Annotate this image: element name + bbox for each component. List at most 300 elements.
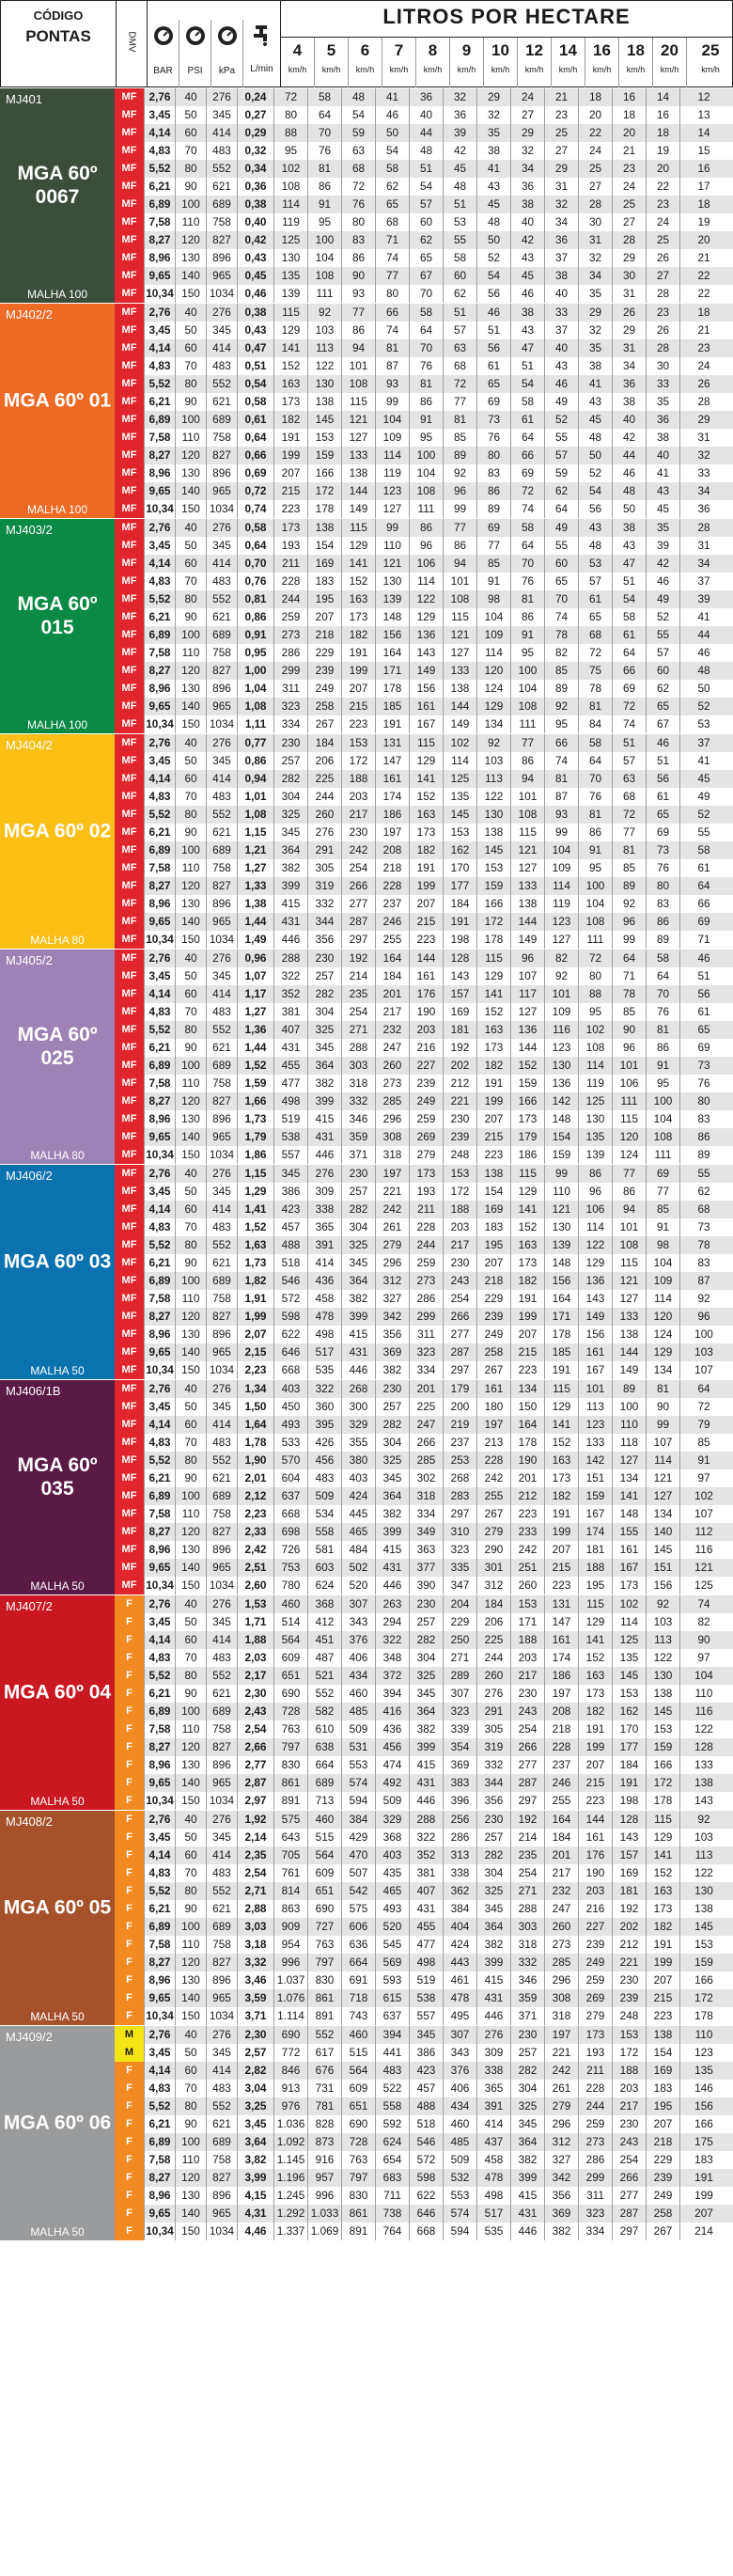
pressure-psi: 80 xyxy=(176,375,207,393)
liters-per-hectare: 426 xyxy=(308,1434,342,1452)
liters-per-hectare: 136 xyxy=(410,626,444,644)
liters-per-hectare: 460 xyxy=(308,1811,342,1829)
liters-per-hectare: 58 xyxy=(613,608,647,626)
liters-per-hectare: 211 xyxy=(579,2062,613,2080)
liters-per-hectare: 345 xyxy=(274,1165,308,1183)
table-row xyxy=(115,1756,733,1774)
liters-per-hectare: 57 xyxy=(545,447,579,464)
liters-per-hectare: 152 xyxy=(579,1649,613,1667)
flow-lmin: 0,43 xyxy=(238,322,274,339)
liters-per-hectare: 913 xyxy=(274,2080,308,2097)
flow-lmin: 2,23 xyxy=(238,1361,274,1379)
pressure-kpa: 896 xyxy=(207,249,238,267)
liters-per-hectare: 91 xyxy=(697,1453,710,1467)
pressure-psi: 60 xyxy=(176,1201,207,1218)
liters-per-hectare: 446 xyxy=(410,1792,444,1810)
liters-per-hectare: 80 xyxy=(647,877,680,895)
liters-per-hectare: 217 xyxy=(613,2097,647,2115)
liters-per-hectare: 38 xyxy=(511,304,545,322)
liters-per-hectare: 153 xyxy=(647,1720,680,1738)
liters-per-hectare: 173 xyxy=(511,1254,545,1272)
liters-per-hectare: 107 xyxy=(647,1434,680,1452)
liters-per-hectare: 286 xyxy=(579,2151,613,2169)
liters-per-hectare: 37 xyxy=(545,249,579,267)
liters-per-hectare: 24 xyxy=(613,178,647,196)
liters-per-hectare: 149 xyxy=(342,500,376,518)
liters-per-hectare: 72 xyxy=(613,806,647,824)
pressure-psi: 140 xyxy=(176,698,207,715)
liters-per-hectare: 538 xyxy=(274,1128,308,1146)
liters-per-hectare: 144 xyxy=(444,698,477,715)
liters-per-hectare: 65 xyxy=(647,698,680,715)
liters-per-hectare: 1.337 xyxy=(274,2223,308,2240)
liters-per-hectare: 498 xyxy=(274,1092,308,1110)
liters-per-hectare: 20 xyxy=(613,124,647,142)
pressure-psi: 100 xyxy=(176,1272,207,1290)
liters-per-hectare: 29 xyxy=(477,88,511,106)
liters-per-hectare: 609 xyxy=(342,2080,376,2097)
liters-per-hectare: 243 xyxy=(511,1703,545,1720)
liters-per-hectare: 431 xyxy=(511,2205,545,2223)
liters-per-hectare: 57 xyxy=(410,196,444,213)
speed-header-10 xyxy=(484,38,518,88)
pressure-kpa: 827 xyxy=(207,231,238,249)
pressure-bar: 6,89 xyxy=(145,2133,176,2151)
liters-per-hectare: 169 xyxy=(308,555,342,573)
liters-per-hectare: 76 xyxy=(647,859,680,877)
liters-per-hectare: 52 xyxy=(545,411,579,429)
liters-per-hectare: 445 xyxy=(342,1505,376,1523)
liters-per-hectare: 349 xyxy=(410,1523,444,1541)
nozzle-label-block xyxy=(0,2026,115,2240)
pressure-psi: 130 xyxy=(176,1541,207,1559)
liters-per-hectare: 141 xyxy=(274,339,308,357)
pressure-kpa: 621 xyxy=(207,2115,238,2133)
pressure-kpa: 827 xyxy=(207,662,238,680)
liters-per-hectare: 70 xyxy=(647,985,680,1003)
liters-per-hectare: 58 xyxy=(308,88,342,106)
liters-per-hectare: 304 xyxy=(342,1218,376,1236)
dmv-badge: F xyxy=(115,1900,145,1918)
liters-per-hectare: 307 xyxy=(342,1595,376,1613)
flow-lmin: 0,43 xyxy=(238,249,274,267)
liters-per-hectare: 743 xyxy=(342,2007,376,2025)
liters-per-hectare: 86 xyxy=(477,482,511,500)
pressure-kpa: 276 xyxy=(207,734,238,752)
liters-per-hectare: 498 xyxy=(410,1954,444,1971)
pressure-bar: 4,83 xyxy=(145,1434,176,1452)
dmv-badge: F xyxy=(115,2205,145,2223)
pressure-psi: 100 xyxy=(176,1918,207,1936)
liters-per-hectare: 369 xyxy=(545,2205,579,2223)
liters-per-hectare: 455 xyxy=(274,1057,308,1075)
flow-lmin: 2,43 xyxy=(238,1703,274,1720)
flow-lmin: 2,54 xyxy=(238,1864,274,1882)
liters-per-hectare: 73 xyxy=(697,1220,710,1233)
pressure-kpa: 414 xyxy=(207,1201,238,1218)
table-row xyxy=(115,877,733,895)
pressure-bar: 2,76 xyxy=(145,2026,176,2044)
pressure-psi: 70 xyxy=(176,1218,207,1236)
pressure-bar: 2,76 xyxy=(145,304,176,322)
flow-lmin: 2,60 xyxy=(238,1577,274,1594)
liters-per-hectare: 24 xyxy=(697,359,710,372)
table-row xyxy=(115,1846,733,1864)
liters-per-hectare: 215 xyxy=(545,1559,579,1577)
liters-per-hectare: 830 xyxy=(342,2187,376,2205)
liters-per-hectare: 217 xyxy=(511,1667,545,1685)
liters-per-hectare: 18 xyxy=(579,88,613,106)
liters-per-hectare: 690 xyxy=(274,2026,308,2044)
liters-per-hectare: 115 xyxy=(342,393,376,411)
faucet-icon xyxy=(252,24,273,46)
pressure-psi: 50 xyxy=(176,967,207,985)
liters-per-hectare: 260 xyxy=(511,1577,545,1594)
liters-per-hectare: 22 xyxy=(647,178,680,196)
liters-per-hectare: 221 xyxy=(444,1092,477,1110)
psi-label: PSI xyxy=(187,66,203,76)
liters-per-hectare: 247 xyxy=(410,1416,444,1434)
pressure-bar: 4,83 xyxy=(145,1649,176,1667)
liters-per-hectare: 690 xyxy=(342,2115,376,2133)
pressure-psi: 90 xyxy=(176,1469,207,1487)
liters-per-hectare: 91 xyxy=(410,411,444,429)
liters-per-hectare: 129 xyxy=(477,698,511,715)
flow-lmin: 3,64 xyxy=(238,2133,274,2151)
flow-lmin: 2,14 xyxy=(238,1829,274,1846)
liters-per-hectare: 230 xyxy=(342,824,376,841)
liters-per-hectare: 138 xyxy=(694,1776,713,1789)
liters-per-hectare: 77 xyxy=(477,537,511,555)
liters-per-hectare: 609 xyxy=(274,1649,308,1667)
flow-lmin: 1,36 xyxy=(238,1021,274,1039)
flow-lmin: 1,08 xyxy=(238,806,274,824)
liters-per-hectare: 261 xyxy=(376,1218,410,1236)
nozzle-label-block xyxy=(0,1595,115,1810)
liters-per-hectare: 458 xyxy=(308,1290,342,1308)
liters-per-hectare: 431 xyxy=(274,913,308,931)
liters-per-hectare: 54 xyxy=(376,142,410,160)
liters-per-hectare: 303 xyxy=(342,1057,376,1075)
liters-per-hectare: 318 xyxy=(410,1487,444,1505)
liters-per-hectare: 64 xyxy=(697,1382,710,1395)
dmv-badge: MF xyxy=(115,626,145,644)
pressure-bar: 3,45 xyxy=(145,322,176,339)
liters-per-hectare: 399 xyxy=(410,1738,444,1756)
table-row xyxy=(115,1541,733,1559)
liters-per-hectare: 184 xyxy=(613,1756,647,1774)
liters-per-hectare: 62 xyxy=(444,285,477,303)
liters-per-hectare: 26 xyxy=(647,249,680,267)
liters-per-hectare: 244 xyxy=(308,788,342,806)
liters-per-hectare: 133 xyxy=(444,662,477,680)
pressure-kpa: 689 xyxy=(207,1918,238,1936)
liters-per-hectare: 108 xyxy=(274,178,308,196)
liters-per-hectare: 139 xyxy=(545,1236,579,1254)
liters-per-hectare: 976 xyxy=(274,2097,308,2115)
liters-per-hectare: 156 xyxy=(579,1326,613,1343)
dmv-badge: MF xyxy=(115,464,145,482)
liters-per-hectare: 138 xyxy=(477,1165,511,1183)
liters-per-hectare: 41 xyxy=(697,754,710,767)
pressure-kpa: 896 xyxy=(207,1541,238,1559)
flow-lmin: 2,57 xyxy=(238,2044,274,2062)
liters-per-hectare: 111 xyxy=(647,1146,680,1164)
liters-per-hectare: 282 xyxy=(342,1201,376,1218)
liters-per-hectare: 431 xyxy=(342,1343,376,1361)
liters-per-hectare: 446 xyxy=(308,1146,342,1164)
liters-per-hectare: 29 xyxy=(697,413,710,426)
dmv-badge: F xyxy=(115,2097,145,2115)
pressure-bar: 2,76 xyxy=(145,88,176,106)
liters-per-hectare: 159 xyxy=(694,1956,713,1969)
table-row xyxy=(115,1416,733,1434)
liters-per-hectare: 124 xyxy=(647,1326,680,1343)
liters-per-hectare: 183 xyxy=(694,2153,713,2166)
dmv-badge: MF xyxy=(115,1218,145,1236)
liters-per-hectare: 161 xyxy=(579,1829,613,1846)
liters-per-hectare: 282 xyxy=(511,2062,545,2080)
nozzle-model-code: MJ402/2 xyxy=(6,307,53,322)
liters-per-hectare: 55 xyxy=(647,626,680,644)
liters-per-hectare: 173 xyxy=(410,824,444,841)
liters-per-hectare: 25 xyxy=(579,160,613,178)
pressure-psi: 70 xyxy=(176,1003,207,1021)
liters-per-hectare: 64 xyxy=(613,644,647,662)
liters-per-hectare: 86 xyxy=(613,1183,647,1201)
liters-per-hectare: 68 xyxy=(697,1202,710,1216)
flow-lmin: 2,88 xyxy=(238,1900,274,1918)
nozzle-label-block xyxy=(0,1380,115,1594)
liters-per-hectare: 111 xyxy=(613,1092,647,1110)
liters-per-hectare: 61 xyxy=(697,1005,710,1018)
dmv-badge: MF xyxy=(115,877,145,895)
liters-per-hectare: 104 xyxy=(308,249,342,267)
liters-per-hectare: 35 xyxy=(579,339,613,357)
pressure-psi: 130 xyxy=(176,1756,207,1774)
liters-per-hectare: 72 xyxy=(274,88,308,106)
pressure-kpa: 1034 xyxy=(207,285,238,303)
dmv-badge: F xyxy=(115,1811,145,1829)
pressure-bar: 4,14 xyxy=(145,1846,176,1864)
liters-per-hectare: 198 xyxy=(444,931,477,949)
liters-per-hectare: 60 xyxy=(444,267,477,285)
liters-per-hectare: 517 xyxy=(308,1343,342,1361)
liters-per-hectare: 82 xyxy=(697,1615,710,1628)
liters-per-hectare: 206 xyxy=(477,1613,511,1631)
liters-per-hectare: 182 xyxy=(410,841,444,859)
liters-per-hectare: 404 xyxy=(444,1918,477,1936)
dmv-badge: F xyxy=(115,2169,145,2187)
liters-per-hectare: 115 xyxy=(647,1811,680,1829)
dmv-badge: MF xyxy=(115,1146,145,1164)
liters-per-hectare: 156 xyxy=(647,1577,680,1594)
liters-per-hectare: 192 xyxy=(444,1039,477,1057)
liters-per-hectare: 122 xyxy=(410,590,444,608)
pressure-kpa: 276 xyxy=(207,1165,238,1183)
pressure-psi: 50 xyxy=(176,537,207,555)
liters-per-hectare: 227 xyxy=(410,1057,444,1075)
dmv-badge: F xyxy=(115,1936,145,1954)
dmv-badge: MF xyxy=(115,1361,145,1379)
liters-per-hectare: 129 xyxy=(410,752,444,770)
flow-lmin: 0,38 xyxy=(238,304,274,322)
table-row xyxy=(115,304,733,322)
pressure-bar: 2,76 xyxy=(145,519,176,537)
liters-per-hectare: 646 xyxy=(410,2205,444,2223)
pressure-bar: 6,89 xyxy=(145,196,176,213)
pressure-kpa: 1034 xyxy=(207,715,238,733)
liters-per-hectare: 249 xyxy=(647,2187,680,2205)
liters-per-hectare: 94 xyxy=(444,555,477,573)
liters-per-hectare: 365 xyxy=(308,1218,342,1236)
liters-per-hectare: 55 xyxy=(697,825,710,839)
flow-lmin: 1,79 xyxy=(238,1128,274,1146)
liters-per-hectare: 267 xyxy=(477,1361,511,1379)
liters-per-hectare: 46 xyxy=(477,304,511,322)
liters-per-hectare: 343 xyxy=(444,2044,477,2062)
liters-per-hectare: 116 xyxy=(694,1543,713,1556)
liters-per-hectare: 277 xyxy=(511,1756,545,1774)
table-row xyxy=(115,142,733,160)
liters-per-hectare: 72 xyxy=(579,950,613,967)
liters-per-hectare: 129 xyxy=(545,1398,579,1416)
liters-per-hectare: 111 xyxy=(511,715,545,733)
pressure-psi: 140 xyxy=(176,1559,207,1577)
liters-per-hectare: 114 xyxy=(274,196,308,213)
liters-per-hectare: 207 xyxy=(410,895,444,913)
pressure-kpa: 276 xyxy=(207,519,238,537)
liters-per-hectare: 229 xyxy=(444,1613,477,1631)
table-row xyxy=(115,357,733,375)
liters-per-hectare: 64 xyxy=(410,322,444,339)
pressure-bar: 6,89 xyxy=(145,1057,176,1075)
nozzle-name: MGA 60º 02 xyxy=(3,820,112,842)
liters-per-hectare: 399 xyxy=(308,1092,342,1110)
liters-per-hectare: 129 xyxy=(274,322,308,339)
liters-per-hectare: 92 xyxy=(613,895,647,913)
speed-value: 8 xyxy=(428,41,438,59)
liters-per-hectare: 26 xyxy=(647,322,680,339)
liters-per-hectare: 446 xyxy=(342,1361,376,1379)
liters-per-hectare: 29 xyxy=(613,322,647,339)
liters-per-hectare: 207 xyxy=(694,2207,713,2220)
liters-per-hectare: 458 xyxy=(477,2151,511,2169)
liters-per-hectare: 312 xyxy=(376,1272,410,1290)
liters-per-hectare: 184 xyxy=(545,1829,579,1846)
liters-per-hectare: 66 xyxy=(545,734,579,752)
liters-per-hectare: 36 xyxy=(545,231,579,249)
liters-per-hectare: 1.292 xyxy=(274,2205,308,2223)
liters-per-hectare: 33 xyxy=(545,304,579,322)
table-row xyxy=(115,1057,733,1075)
liters-per-hectare: 161 xyxy=(376,770,410,788)
pressure-bar: 5,52 xyxy=(145,1236,176,1254)
liters-per-hectare: 138 xyxy=(647,2026,680,2044)
liters-per-hectare: 133 xyxy=(613,1308,647,1326)
liters-per-hectare: 637 xyxy=(274,1487,308,1505)
liters-per-hectare: 114 xyxy=(647,1290,680,1308)
liters-per-hectare: 42 xyxy=(511,231,545,249)
liters-per-hectare: 727 xyxy=(308,1918,342,1936)
liters-per-hectare: 86 xyxy=(579,1165,613,1183)
liters-per-hectare: 203 xyxy=(613,2080,647,2097)
liters-per-hectare: 104 xyxy=(410,464,444,482)
liters-per-hectare: 109 xyxy=(376,429,410,447)
liters-per-hectare: 242 xyxy=(342,841,376,859)
dmv-badge: MF xyxy=(115,698,145,715)
liters-per-hectare: 173 xyxy=(579,1685,613,1703)
pressure-psi: 50 xyxy=(176,322,207,339)
dmv-badge: MF xyxy=(115,788,145,806)
liters-per-hectare: 356 xyxy=(308,931,342,949)
liters-per-hectare: 228 xyxy=(376,877,410,895)
liters-per-hectare: 27 xyxy=(511,106,545,124)
liters-per-hectare: 101 xyxy=(511,788,545,806)
table-row xyxy=(115,1918,733,1936)
liters-per-hectare: 153 xyxy=(444,824,477,841)
liters-per-hectare: 247 xyxy=(545,1900,579,1918)
pressure-bar: 7,58 xyxy=(145,644,176,662)
pressure-bar: 8,27 xyxy=(145,231,176,249)
flow-lmin: 1,07 xyxy=(238,967,274,985)
pressure-bar: 10,34 xyxy=(145,1577,176,1594)
dmv-badge: F xyxy=(115,1792,145,1810)
liters-per-hectare: 230 xyxy=(410,1595,444,1613)
liters-per-hectare: 172 xyxy=(647,1774,680,1792)
pressure-bar: 3,45 xyxy=(145,1613,176,1631)
liters-per-hectare: 557 xyxy=(410,2007,444,2025)
flow-lmin: 1,52 xyxy=(238,1057,274,1075)
pressure-bar: 6,89 xyxy=(145,1918,176,1936)
table-row xyxy=(115,2115,733,2133)
litros-header: LITROS POR HECTARE xyxy=(382,5,631,28)
liters-per-hectare: 93 xyxy=(545,806,579,824)
table-row xyxy=(115,2223,733,2240)
pressure-kpa: 621 xyxy=(207,1039,238,1057)
liters-per-hectare: 287 xyxy=(444,1343,477,1361)
flow-lmin: 1,15 xyxy=(238,824,274,841)
pressure-kpa: 621 xyxy=(207,393,238,411)
pressure-bar: 9,65 xyxy=(145,2205,176,2223)
liters-per-hectare: 483 xyxy=(308,1469,342,1487)
liters-per-hectare: 115 xyxy=(410,734,444,752)
pressure-gauge-icon xyxy=(153,25,174,46)
table-row xyxy=(115,1003,733,1021)
liters-per-hectare: 291 xyxy=(308,841,342,859)
liters-per-hectare: 498 xyxy=(477,2187,511,2205)
liters-per-hectare: 41 xyxy=(376,88,410,106)
liters-per-hectare: 188 xyxy=(511,1631,545,1649)
liters-per-hectare: 58 xyxy=(410,304,444,322)
flow-lmin: 0,38 xyxy=(238,196,274,213)
pressure-psi: 110 xyxy=(176,1505,207,1523)
table-row xyxy=(115,1954,733,1971)
liters-per-hectare: 85 xyxy=(613,859,647,877)
liters-per-hectare: 81 xyxy=(647,1380,680,1398)
liters-per-hectare: 415 xyxy=(410,1756,444,1774)
liters-per-hectare: 263 xyxy=(376,1595,410,1613)
pressure-psi: 100 xyxy=(176,411,207,429)
liters-per-hectare: 68 xyxy=(444,357,477,375)
table-row xyxy=(115,1218,733,1236)
liters-per-hectare: 384 xyxy=(342,1811,376,1829)
liters-per-hectare: 38 xyxy=(613,519,647,537)
liters-per-hectare: 141 xyxy=(477,985,511,1003)
pressure-kpa: 965 xyxy=(207,913,238,931)
liters-per-hectare: 59 xyxy=(342,124,376,142)
table-row xyxy=(115,752,733,770)
